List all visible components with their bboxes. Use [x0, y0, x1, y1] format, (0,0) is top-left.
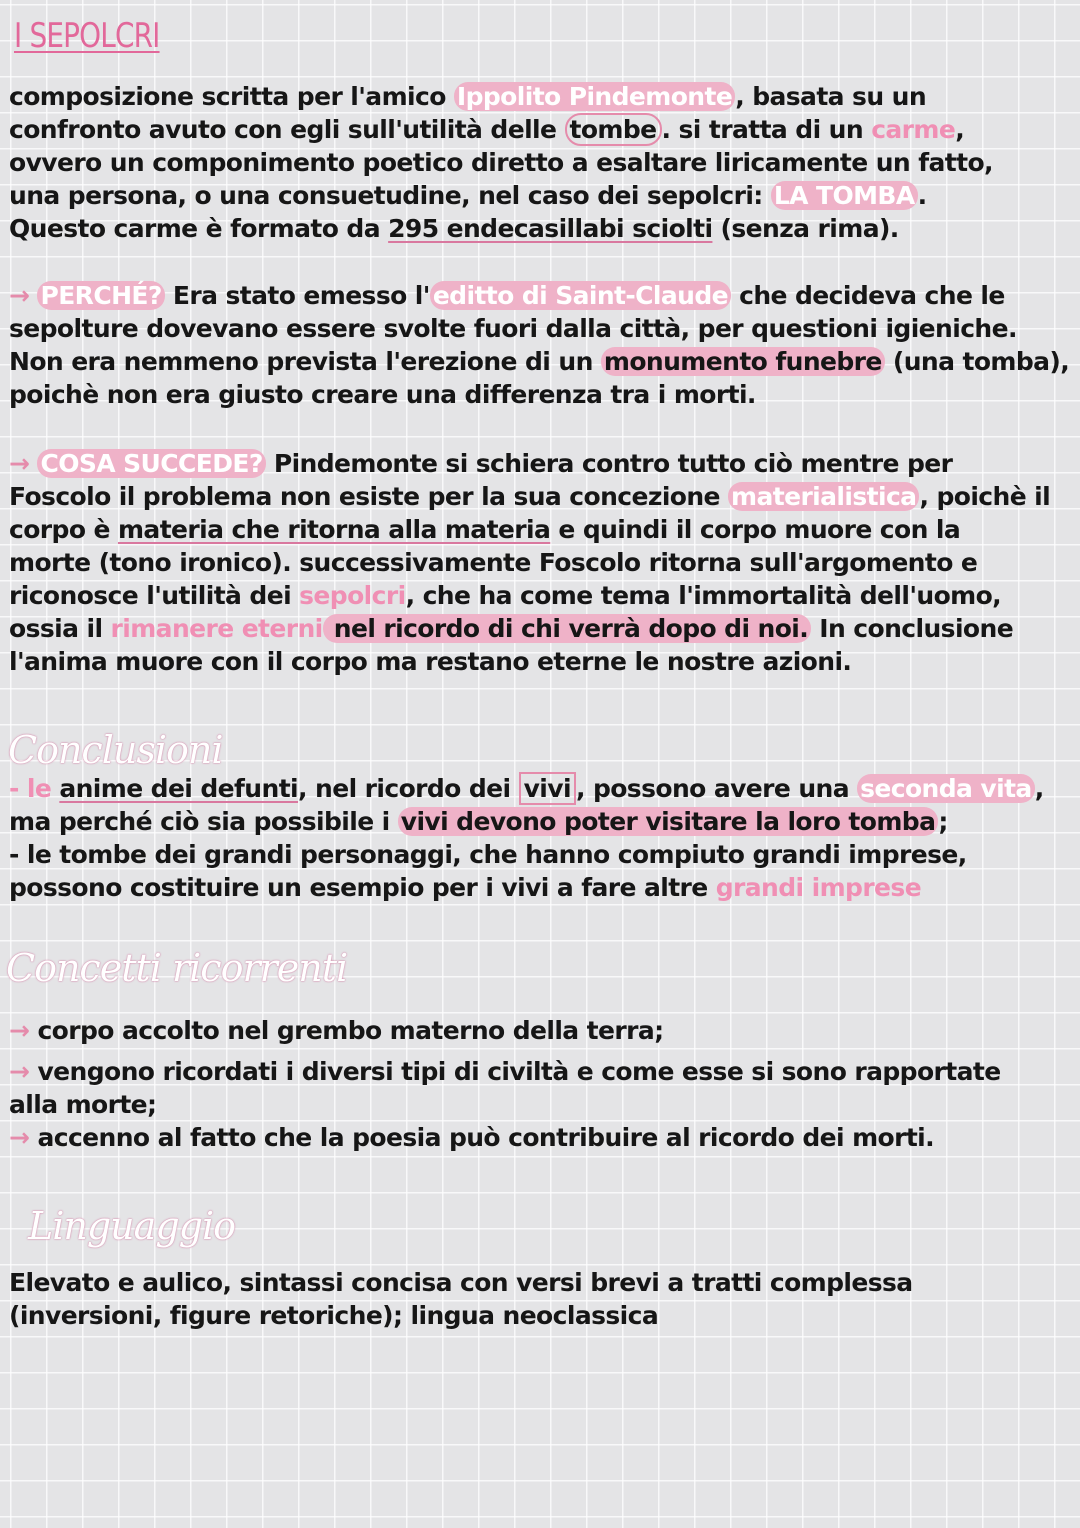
- highlight-materialistica: materialistica: [728, 482, 919, 511]
- conclusioni-paragraph: [9, 772, 1069, 904]
- arrow-right-icon: →: [9, 1057, 30, 1086]
- arrow-right-icon: →: [9, 449, 30, 478]
- intro-line-5: Questo carme è formato da 295 endecasillabi sciolti (senza rima).: [9, 214, 899, 243]
- cosa-line-1: → COSA SUCCEDE? Pindemonte si schiera contro tutto ciò mentre per: [9, 449, 953, 478]
- heading-conclusioni: Conclusioni: [8, 728, 223, 772]
- conclusioni-line-4: possono costituire un esempio per i vivi a fare altre grandi imprese: [9, 873, 922, 902]
- cosa-line-6: ossia il rimanere eterni nel ricordo di chi verrà dopo di noi. In conclusione: [9, 614, 1014, 643]
- intro-paragraph: [9, 80, 1069, 245]
- intro-line-2: confronto avuto con egli sull'utilità delle tombe . si tratta di un carme,: [9, 115, 965, 144]
- list-item: → corpo accolto nel grembo materno della terra;: [9, 1016, 664, 1045]
- conclusioni-line-3: - le tombe dei grandi personaggi, che hanno compiuto grandi imprese,: [9, 840, 967, 869]
- perche-line-1: → PERCHÉ? Era stato emesso l' editto di Saint-Claude che decideva che le: [9, 281, 1005, 310]
- intro-line-3: ovvero un componimento poetico diretto a esaltare liricamente un fatto,: [9, 148, 993, 177]
- cosa-line-3: corpo è materia che ritorna alla materia e quindi il corpo muore con la: [9, 515, 961, 544]
- cosa-line-2: Foscolo il problema non esiste per la sua concezione materialistica , poichè il: [9, 482, 1051, 511]
- underline-endecasillabi: 295 endecasillabi sciolti: [388, 214, 713, 243]
- label-perche: PERCHÉ?: [37, 281, 164, 310]
- intro-line-4: una persona, o una consuetudine, nel caso dei sepolcri: LA TOMBA .: [9, 181, 927, 210]
- heading-linguaggio: Linguaggio: [28, 1204, 235, 1248]
- label-cosa-succede: COSA SUCCEDE?: [37, 449, 265, 478]
- pink-grandi-imprese: grandi imprese: [715, 873, 922, 902]
- cosa-line-5: riconosce l'utilità dei sepolcri, che ha come tema l'immortalità dell'uomo,: [9, 581, 1002, 610]
- list-item: → vengono ricordati i diversi tipi di civiltà e come esse si sono rapportate: [9, 1057, 1001, 1086]
- perche-line-4: poichè non era giusto creare una differenza tra i morti.: [9, 380, 756, 409]
- perche-line-3: Non era nemmeno prevista l'erezione di un monumento funebre (una tomba),: [9, 347, 1070, 376]
- heading-concetti-ricorrenti: Concetti ricorrenti: [6, 946, 348, 990]
- conclusioni-line-2: ma perché ciò sia possibile i vivi devono poter visitare la loro tomba ;: [9, 807, 948, 836]
- highlight-visitare: vivi devono poter visitare la loro tomba: [398, 807, 939, 836]
- highlight-la-tomba: LA TOMBA: [771, 181, 918, 210]
- pink-sepolcri: sepolcri: [299, 581, 406, 610]
- perche-paragraph: [9, 279, 1069, 411]
- page-title: I SEPOLCRI: [14, 16, 160, 56]
- underline-anime: anime dei defunti: [59, 774, 299, 803]
- highlight-editto: editto di Saint-Claude: [430, 281, 731, 310]
- highlight-seconda-vita: seconda vita: [857, 774, 1035, 803]
- pink-carme: carme: [871, 115, 956, 144]
- underline-materia: materia che ritorna alla materia: [117, 515, 551, 544]
- cosa-line-4: morte (tono ironico). successivamente Foscolo ritorna sull'argomento e: [9, 548, 978, 577]
- highlight-pindemonte: Ippolito Pindemonte: [454, 82, 735, 111]
- linguaggio-line-1: Elevato e aulico, sintassi concisa con versi brevi a tratti complessa: [9, 1268, 913, 1297]
- highlight-ricordo: nel ricordo di chi verrà dopo di noi.: [323, 614, 812, 643]
- cosa-line-7: l'anima muore con il corpo ma restano eterne le nostre azioni.: [9, 647, 852, 676]
- cosa-succede-paragraph: [9, 447, 1069, 678]
- linguaggio-line-2: (inversioni, figure retoriche); lingua neoclassica: [9, 1301, 659, 1330]
- concetti-list: [9, 1014, 1069, 1154]
- list-item: → accenno al fatto che la poesia può contribuire al ricordo dei morti.: [9, 1123, 935, 1152]
- arrow-right-icon: →: [9, 1016, 30, 1045]
- conclusioni-line-1: - le anime dei defunti, nel ricordo dei vivi , possono avere una seconda vita ,: [9, 774, 1044, 803]
- highlight-monumento: monumento funebre: [601, 347, 885, 376]
- perche-line-2: sepolture dovevano essere svolte fuori dalla città, per questioni igieniche.: [9, 314, 1017, 343]
- circled-tombe: tombe: [565, 113, 662, 146]
- list-item-continuation: alla morte;: [9, 1090, 157, 1119]
- arrow-right-icon: →: [9, 1123, 30, 1152]
- arrow-right-icon: →: [9, 281, 30, 310]
- pink-rimanere-eterni: rimanere eterni: [110, 614, 323, 643]
- intro-line-1: composizione scritta per l'amico Ippolito Pindemonte , basata su un: [9, 82, 927, 111]
- boxed-vivi: vivi: [519, 772, 576, 805]
- linguaggio-paragraph: [9, 1266, 1069, 1332]
